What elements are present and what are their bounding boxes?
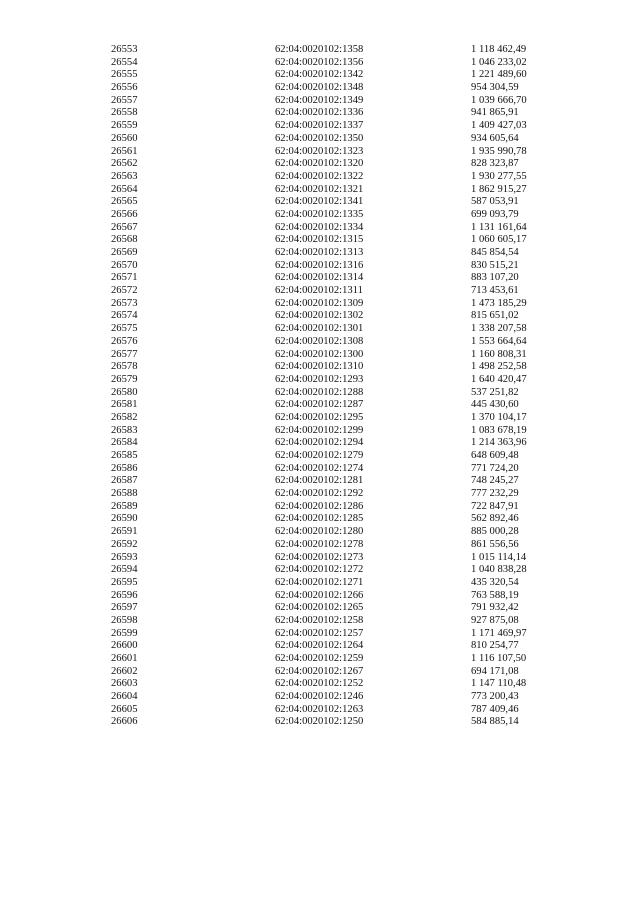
row-number: 26563 xyxy=(111,170,138,182)
row-number: 26564 xyxy=(111,183,138,195)
row-number: 26574 xyxy=(111,310,138,322)
cadastral-value: 830 515,21 xyxy=(471,259,519,271)
cadastral-number: 62:04:0020102:1272 xyxy=(275,564,364,576)
row-number: 26601 xyxy=(111,653,138,664)
row-number: 26554 xyxy=(111,56,138,68)
row-number: 26558 xyxy=(111,107,138,119)
cadastral-value: 1 046 233,02 xyxy=(471,56,527,68)
cadastral-value: 748 245,27 xyxy=(471,475,519,487)
cadastral-number: 62:04:0020102:1273 xyxy=(275,551,364,563)
table-row xyxy=(0,171,640,184)
table-row xyxy=(0,615,640,628)
table-row xyxy=(0,260,640,273)
cadastral-value: 787 409,46 xyxy=(471,703,519,715)
row-number: 26590 xyxy=(111,513,138,525)
row-number: 26553 xyxy=(111,44,138,55)
table-row xyxy=(0,577,640,590)
cadastral-number: 62:04:0020102:1295 xyxy=(275,411,364,423)
table-row xyxy=(0,247,640,260)
row-number: 26562 xyxy=(111,158,138,170)
row-number: 26606 xyxy=(111,716,138,728)
cadastral-number: 62:04:0020102:1281 xyxy=(275,475,364,487)
cadastral-value: 883 107,20 xyxy=(471,272,519,284)
cadastral-number: 62:04:0020102:1308 xyxy=(275,335,364,347)
table-row xyxy=(0,222,640,235)
cadastral-number: 62:04:0020102:1257 xyxy=(275,627,364,639)
row-number: 26581 xyxy=(111,399,138,411)
row-number: 26592 xyxy=(111,538,138,550)
row-number: 26576 xyxy=(111,335,138,347)
row-number: 26578 xyxy=(111,361,138,373)
cadastral-number: 62:04:0020102:1335 xyxy=(275,208,364,220)
row-number: 26604 xyxy=(111,691,138,703)
cadastral-value-table xyxy=(0,44,640,729)
cadastral-value: 1 221 489,60 xyxy=(471,69,527,81)
row-number: 26598 xyxy=(111,614,138,626)
table-row xyxy=(0,590,640,603)
cadastral-number: 62:04:0020102:1286 xyxy=(275,500,364,512)
cadastral-number: 62:04:0020102:1246 xyxy=(275,691,364,703)
cadastral-number: 62:04:0020102:1311 xyxy=(275,285,363,297)
table-row xyxy=(0,501,640,514)
cadastral-value: 1 015 114,14 xyxy=(471,551,527,563)
cadastral-value: 1 930 277,55 xyxy=(471,170,527,182)
table-row xyxy=(0,399,640,412)
cadastral-number: 62:04:0020102:1252 xyxy=(275,678,364,690)
cadastral-number: 62:04:0020102:1293 xyxy=(275,373,364,385)
cadastral-number: 62:04:0020102:1280 xyxy=(275,526,364,538)
cadastral-number: 62:04:0020102:1294 xyxy=(275,437,364,449)
cadastral-value: 1 039 666,70 xyxy=(471,94,527,106)
table-row xyxy=(0,95,640,108)
cadastral-value: 885 000,28 xyxy=(471,526,519,538)
row-number: 26559 xyxy=(111,120,138,132)
cadastral-number: 62:04:0020102:1348 xyxy=(275,82,364,94)
row-number: 26605 xyxy=(111,703,138,715)
cadastral-number: 62:04:0020102:1321 xyxy=(275,183,364,195)
cadastral-value: 1 083 678,19 xyxy=(471,424,527,436)
cadastral-number: 62:04:0020102:1350 xyxy=(275,132,364,144)
cadastral-value: 1 116 107,50 xyxy=(471,653,527,664)
table-row xyxy=(0,412,640,425)
row-number: 26570 xyxy=(111,259,138,271)
table-row xyxy=(0,463,640,476)
table-row xyxy=(0,272,640,285)
row-number: 26557 xyxy=(111,94,138,106)
cadastral-number: 62:04:0020102:1341 xyxy=(275,196,364,208)
cadastral-value: 1 118 462,49 xyxy=(471,44,527,55)
cadastral-number: 62:04:0020102:1263 xyxy=(275,703,364,715)
row-number: 26572 xyxy=(111,285,138,297)
table-row xyxy=(0,387,640,400)
cadastral-value: 694 171,08 xyxy=(471,665,519,677)
table-row xyxy=(0,82,640,95)
row-number: 26599 xyxy=(111,627,138,639)
row-number: 26585 xyxy=(111,450,138,461)
cadastral-number: 62:04:0020102:1299 xyxy=(275,424,364,436)
row-number: 26584 xyxy=(111,437,138,449)
row-number: 26579 xyxy=(111,373,138,385)
row-number: 26587 xyxy=(111,475,138,487)
table-row xyxy=(0,146,640,159)
cadastral-number: 62:04:0020102:1267 xyxy=(275,665,364,677)
cadastral-number: 62:04:0020102:1323 xyxy=(275,145,364,157)
row-number: 26575 xyxy=(111,323,138,335)
row-number: 26577 xyxy=(111,348,138,360)
cadastral-value: 1 409 427,03 xyxy=(471,120,527,132)
table-row xyxy=(0,488,640,501)
cadastral-value: 537 251,82 xyxy=(471,386,519,398)
cadastral-value: 773 200,43 xyxy=(471,691,519,703)
table-row xyxy=(0,69,640,82)
table-row xyxy=(0,552,640,565)
table-row xyxy=(0,44,640,57)
cadastral-number: 62:04:0020102:1288 xyxy=(275,386,364,398)
cadastral-number: 62:04:0020102:1349 xyxy=(275,94,364,106)
cadastral-number: 62:04:0020102:1337 xyxy=(275,120,364,132)
cadastral-value: 648 609,48 xyxy=(471,450,519,461)
cadastral-value: 445 430,60 xyxy=(471,399,519,411)
cadastral-number: 62:04:0020102:1315 xyxy=(275,234,364,246)
cadastral-value: 1 160 808,31 xyxy=(471,348,527,360)
row-number: 26556 xyxy=(111,82,138,94)
row-number: 26580 xyxy=(111,386,138,398)
cadastral-number: 62:04:0020102:1258 xyxy=(275,614,364,626)
table-row xyxy=(0,361,640,374)
table-row xyxy=(0,133,640,146)
table-row xyxy=(0,666,640,679)
cadastral-number: 62:04:0020102:1336 xyxy=(275,107,364,119)
cadastral-value: 1 935 990,78 xyxy=(471,145,527,157)
cadastral-value: 1 338 207,58 xyxy=(471,323,527,335)
cadastral-number: 62:04:0020102:1300 xyxy=(275,348,364,360)
table-row xyxy=(0,196,640,209)
cadastral-value: 941 865,91 xyxy=(471,107,519,119)
cadastral-number: 62:04:0020102:1250 xyxy=(275,716,364,728)
cadastral-number: 62:04:0020102:1271 xyxy=(275,576,364,588)
cadastral-value: 934 605,64 xyxy=(471,132,519,144)
cadastral-number: 62:04:0020102:1316 xyxy=(275,259,364,271)
cadastral-value: 713 453,61 xyxy=(471,285,519,297)
table-row xyxy=(0,425,640,438)
table-row xyxy=(0,513,640,526)
cadastral-value: 587 053,91 xyxy=(471,196,519,208)
cadastral-number: 62:04:0020102:1292 xyxy=(275,488,364,500)
table-row xyxy=(0,234,640,247)
table-row xyxy=(0,349,640,362)
table-row xyxy=(0,285,640,298)
table-row xyxy=(0,437,640,450)
row-number: 26555 xyxy=(111,69,138,81)
row-number: 26568 xyxy=(111,234,138,246)
cadastral-value: 1 040 838,28 xyxy=(471,564,527,576)
cadastral-value: 828 323,87 xyxy=(471,158,519,170)
table-row xyxy=(0,691,640,704)
cadastral-value: 584 885,14 xyxy=(471,716,519,728)
cadastral-value: 1 498 252,58 xyxy=(471,361,527,373)
cadastral-number: 62:04:0020102:1314 xyxy=(275,272,364,284)
table-row xyxy=(0,539,640,552)
cadastral-value: 722 847,91 xyxy=(471,500,519,512)
cadastral-number: 62:04:0020102:1278 xyxy=(275,538,364,550)
row-number: 26591 xyxy=(111,526,138,538)
cadastral-number: 62:04:0020102:1342 xyxy=(275,69,364,81)
cadastral-number: 62:04:0020102:1334 xyxy=(275,221,364,233)
table-row xyxy=(0,628,640,641)
cadastral-number: 62:04:0020102:1265 xyxy=(275,602,364,614)
cadastral-value: 1 171 469,97 xyxy=(471,627,527,639)
table-row xyxy=(0,475,640,488)
row-number: 26602 xyxy=(111,665,138,677)
cadastral-value: 763 588,19 xyxy=(471,589,519,601)
cadastral-number: 62:04:0020102:1285 xyxy=(275,513,364,525)
row-number: 26603 xyxy=(111,678,138,690)
table-row xyxy=(0,602,640,615)
row-number: 26573 xyxy=(111,297,138,309)
cadastral-number: 62:04:0020102:1320 xyxy=(275,158,364,170)
table-row xyxy=(0,564,640,577)
cadastral-number: 62:04:0020102:1279 xyxy=(275,450,364,461)
row-number: 26600 xyxy=(111,640,138,652)
cadastral-value: 1 147 110,48 xyxy=(471,678,527,690)
cadastral-value: 699 093,79 xyxy=(471,208,519,220)
cadastral-number: 62:04:0020102:1358 xyxy=(275,44,364,55)
cadastral-number: 62:04:0020102:1356 xyxy=(275,56,364,68)
cadastral-number: 62:04:0020102:1259 xyxy=(275,653,364,664)
table-row xyxy=(0,336,640,349)
cadastral-number: 62:04:0020102:1313 xyxy=(275,247,364,258)
table-row xyxy=(0,716,640,729)
row-number: 26565 xyxy=(111,196,138,208)
cadastral-number: 62:04:0020102:1310 xyxy=(275,361,364,373)
cadastral-value: 1 060 605,17 xyxy=(471,234,527,246)
cadastral-value: 1 131 161,64 xyxy=(471,221,527,233)
row-number: 26583 xyxy=(111,424,138,436)
table-row xyxy=(0,120,640,133)
row-number: 26571 xyxy=(111,272,138,284)
cadastral-value: 1 473 185,29 xyxy=(471,297,527,309)
row-number: 26560 xyxy=(111,132,138,144)
table-row xyxy=(0,310,640,323)
cadastral-value: 435 320,54 xyxy=(471,576,519,588)
cadastral-value: 954 304,59 xyxy=(471,82,519,94)
cadastral-value: 771 724,20 xyxy=(471,462,519,474)
cadastral-value: 1 640 420,47 xyxy=(471,373,527,385)
row-number: 26567 xyxy=(111,221,138,233)
row-number: 26596 xyxy=(111,589,138,601)
cadastral-value: 791 932,42 xyxy=(471,602,519,614)
table-row xyxy=(0,704,640,717)
cadastral-value: 927 875,08 xyxy=(471,614,519,626)
cadastral-value: 810 254,77 xyxy=(471,640,519,652)
table-row xyxy=(0,526,640,539)
table-row xyxy=(0,323,640,336)
cadastral-value: 815 651,02 xyxy=(471,310,519,322)
table-row xyxy=(0,653,640,666)
table-row xyxy=(0,57,640,70)
cadastral-value: 1 862 915,27 xyxy=(471,183,527,195)
cadastral-number: 62:04:0020102:1301 xyxy=(275,323,364,335)
table-row xyxy=(0,678,640,691)
table-row xyxy=(0,450,640,463)
table-row xyxy=(0,158,640,171)
cadastral-number: 62:04:0020102:1322 xyxy=(275,170,364,182)
table-row xyxy=(0,184,640,197)
cadastral-number: 62:04:0020102:1287 xyxy=(275,399,364,411)
row-number: 26588 xyxy=(111,488,138,500)
cadastral-number: 62:04:0020102:1264 xyxy=(275,640,364,652)
cadastral-value: 861 556,56 xyxy=(471,538,519,550)
cadastral-value: 1 553 664,64 xyxy=(471,335,527,347)
row-number: 26582 xyxy=(111,411,138,423)
cadastral-number: 62:04:0020102:1302 xyxy=(275,310,364,322)
cadastral-number: 62:04:0020102:1274 xyxy=(275,462,364,474)
cadastral-value: 1 214 363,96 xyxy=(471,437,527,449)
table-row xyxy=(0,640,640,653)
row-number: 26566 xyxy=(111,208,138,220)
row-number: 26597 xyxy=(111,602,138,614)
row-number: 26594 xyxy=(111,564,138,576)
row-number: 26561 xyxy=(111,145,138,157)
row-number: 26589 xyxy=(111,500,138,512)
table-row xyxy=(0,107,640,120)
cadastral-number: 62:04:0020102:1266 xyxy=(275,589,364,601)
row-number: 26569 xyxy=(111,247,138,258)
cadastral-value: 777 232,29 xyxy=(471,488,519,500)
cadastral-value: 562 892,46 xyxy=(471,513,519,525)
table-row xyxy=(0,374,640,387)
row-number: 26595 xyxy=(111,576,138,588)
cadastral-number: 62:04:0020102:1309 xyxy=(275,297,364,309)
cadastral-value: 1 370 104,17 xyxy=(471,411,527,423)
row-number: 26593 xyxy=(111,551,138,563)
table-row xyxy=(0,298,640,311)
table-row xyxy=(0,209,640,222)
row-number: 26586 xyxy=(111,462,138,474)
cadastral-value: 845 854,54 xyxy=(471,247,519,258)
